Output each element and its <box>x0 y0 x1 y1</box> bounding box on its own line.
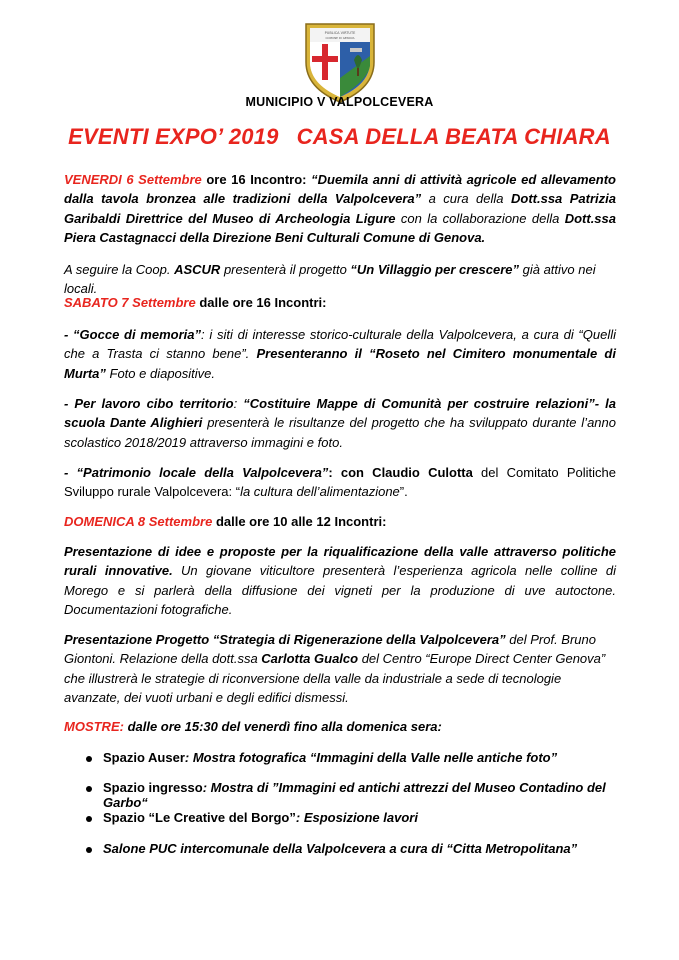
gocce-title: - “Gocce di memoria” <box>64 327 202 342</box>
idee-paragraph <box>64 542 616 619</box>
venerdi-time: ore 16 Incontro: <box>201 172 312 187</box>
lavoro-paragraph <box>64 394 616 452</box>
list-item <box>64 810 624 829</box>
list-item-desc: : Esposizione lavori <box>295 810 418 825</box>
patrimonio-text: del Comitato Politiche Sviluppo rurale Valpolcevera: “ <box>64 465 616 500</box>
progetto-text: del Prof. Bruno Giontoni. Relazione della dott.ssa <box>64 632 596 667</box>
patrimonio-paragraph <box>64 463 616 502</box>
lavoro-title: - Per lavoro cibo territorio <box>64 396 234 411</box>
seguire-text: A seguire la Coop. <box>64 262 175 277</box>
domenica-heading <box>64 512 616 531</box>
seguire-ascur: ASCUR <box>174 262 221 277</box>
gocce-roseto: Presenteranno il “Roseto nel Cimitero monumentale di Murta” <box>64 346 616 381</box>
list-item <box>64 780 624 810</box>
title-casa: CASA DELLA BEATA CHIARA <box>296 124 611 149</box>
progetto-title: Presentazione Progetto “Strategia di Rigenerazione della Valpolcevera” <box>64 632 506 647</box>
sabato-date: SABATO 7 Settembre <box>64 295 196 310</box>
gocce-text: : i siti di interesse storico-culturale della Valpolcevera, a cura di “Quelli che a Trasta ci stanno bene”. <box>64 327 616 362</box>
idee-title: Presentazione di idee e proposte per la riqualificazione della valle attraverso politiche rurali innovative. <box>64 544 616 579</box>
page-title <box>0 124 679 150</box>
municipio-crest-logo <box>302 18 378 104</box>
venerdi-speaker: Dott.ssa Patrizia Garibaldi Direttrice del Museo di Archeologia Ligure <box>64 191 616 226</box>
gocce-paragraph <box>64 325 616 383</box>
list-item-desc: Salone PUC intercomunale della Valpolcevera a cura di “Citta Metropolitana” <box>103 841 578 856</box>
patrimonio-end: ”. <box>399 484 408 500</box>
title-expo: EVENTI EXPO’ 2019 <box>68 124 279 149</box>
venerdi-paragraph <box>64 170 616 247</box>
sabato-time: dalle ore 16 Incontri: <box>195 295 327 310</box>
bullet-icon <box>86 756 92 762</box>
bullet-icon <box>86 816 92 822</box>
sabato-heading <box>64 293 616 312</box>
patrimonio-title: - “Patrimonio locale della Valpolcevera” <box>64 465 329 480</box>
list-item-place: Spazio ingresso <box>103 780 203 795</box>
domenica-date: DOMENICA 8 Settembre <box>64 514 213 529</box>
list-item-place: Spazio Auser <box>103 750 185 765</box>
mostre-heading <box>64 717 616 736</box>
venerdi-text: a cura della <box>421 191 511 207</box>
venerdi-collaborator: Dott.ssa Piera Castagnacci della Direzione Beni Culturali Comune di Genova. <box>64 210 616 245</box>
mostre-time: dalle ore 15:30 del venerdì fino alla domenica sera: <box>123 719 442 734</box>
domenica-time: dalle ore 10 alle 12 Incontri: <box>212 514 387 529</box>
progetto-paragraph <box>64 630 616 707</box>
lavoro-colon: : <box>233 396 244 411</box>
list-item-desc: : Mostra fotografica “Immagini della Valle nelle antiche foto” <box>184 750 558 765</box>
bullet-icon <box>86 786 92 792</box>
venerdi-event-title: “Duemila anni di attività agricole ed allevamento dalla tavola bronzea alle tradizioni della Valpolcevera” <box>64 172 617 207</box>
patrimonio-speaker: : con Claudio Culotta <box>328 465 473 480</box>
progetto-speaker: Carlotta Gualco <box>261 651 359 667</box>
venerdi-text-2: con la collaborazione della <box>395 210 565 226</box>
mostre-list <box>64 750 624 860</box>
patrimonio-theme: la cultura dell’alimentazione <box>240 484 400 500</box>
gocce-text-2: Foto e diapositive. <box>105 365 216 381</box>
svg-text:COMUNE DI GENOVA: COMUNE DI GENOVA <box>325 36 355 40</box>
bullet-icon <box>86 847 92 853</box>
list-item-place: Spazio “Le Creative del Borgo” <box>103 810 296 825</box>
mostre-label: MOSTRE: <box>64 719 124 734</box>
seguire-project: “Un Villaggio per crescere” <box>350 262 519 277</box>
list-item <box>64 750 624 769</box>
list-item-desc: : Mostra di ”Immagini ed antichi attrezzi del Museo Contadino del Garbo“ <box>103 780 606 810</box>
svg-text:PUBLICA VIRTUTE: PUBLICA VIRTUTE <box>324 31 356 35</box>
lavoro-text: presenterà le risultanze del progetto che ha sviluppato durante l’anno scolastico 2018/2019 attraverso immagini e foto. <box>64 415 616 450</box>
venerdi-date: VENERDI 6 Settembre <box>64 172 202 187</box>
lavoro-project: “Costituire Mappe di Comunità per costruire relazioni”- la scuola Dante Alighieri <box>64 396 616 431</box>
progetto-text-2: del Centro “Europe Direct Center Genova” che illustrerà le strategie di riconversione della valle da industriale a sede di tecnologie avanzate, dei vuoti urbani e degli edifici dismessi. <box>64 651 606 705</box>
seguire-text-2: presenterà il progetto <box>220 262 351 277</box>
seguire-text-3: già attivo nei locali. <box>64 262 596 297</box>
list-item <box>64 841 624 860</box>
idee-text: Un giovane viticultore presenterà l’esperienza agricola nelle colline di Morego e si parlerà della diffusione dei vigneti per la produzione di uve autoctone. Documentazioni fotografiche. <box>64 563 616 617</box>
municipio-heading: MUNICIPIO V VALPOLCEVERA <box>245 95 434 109</box>
